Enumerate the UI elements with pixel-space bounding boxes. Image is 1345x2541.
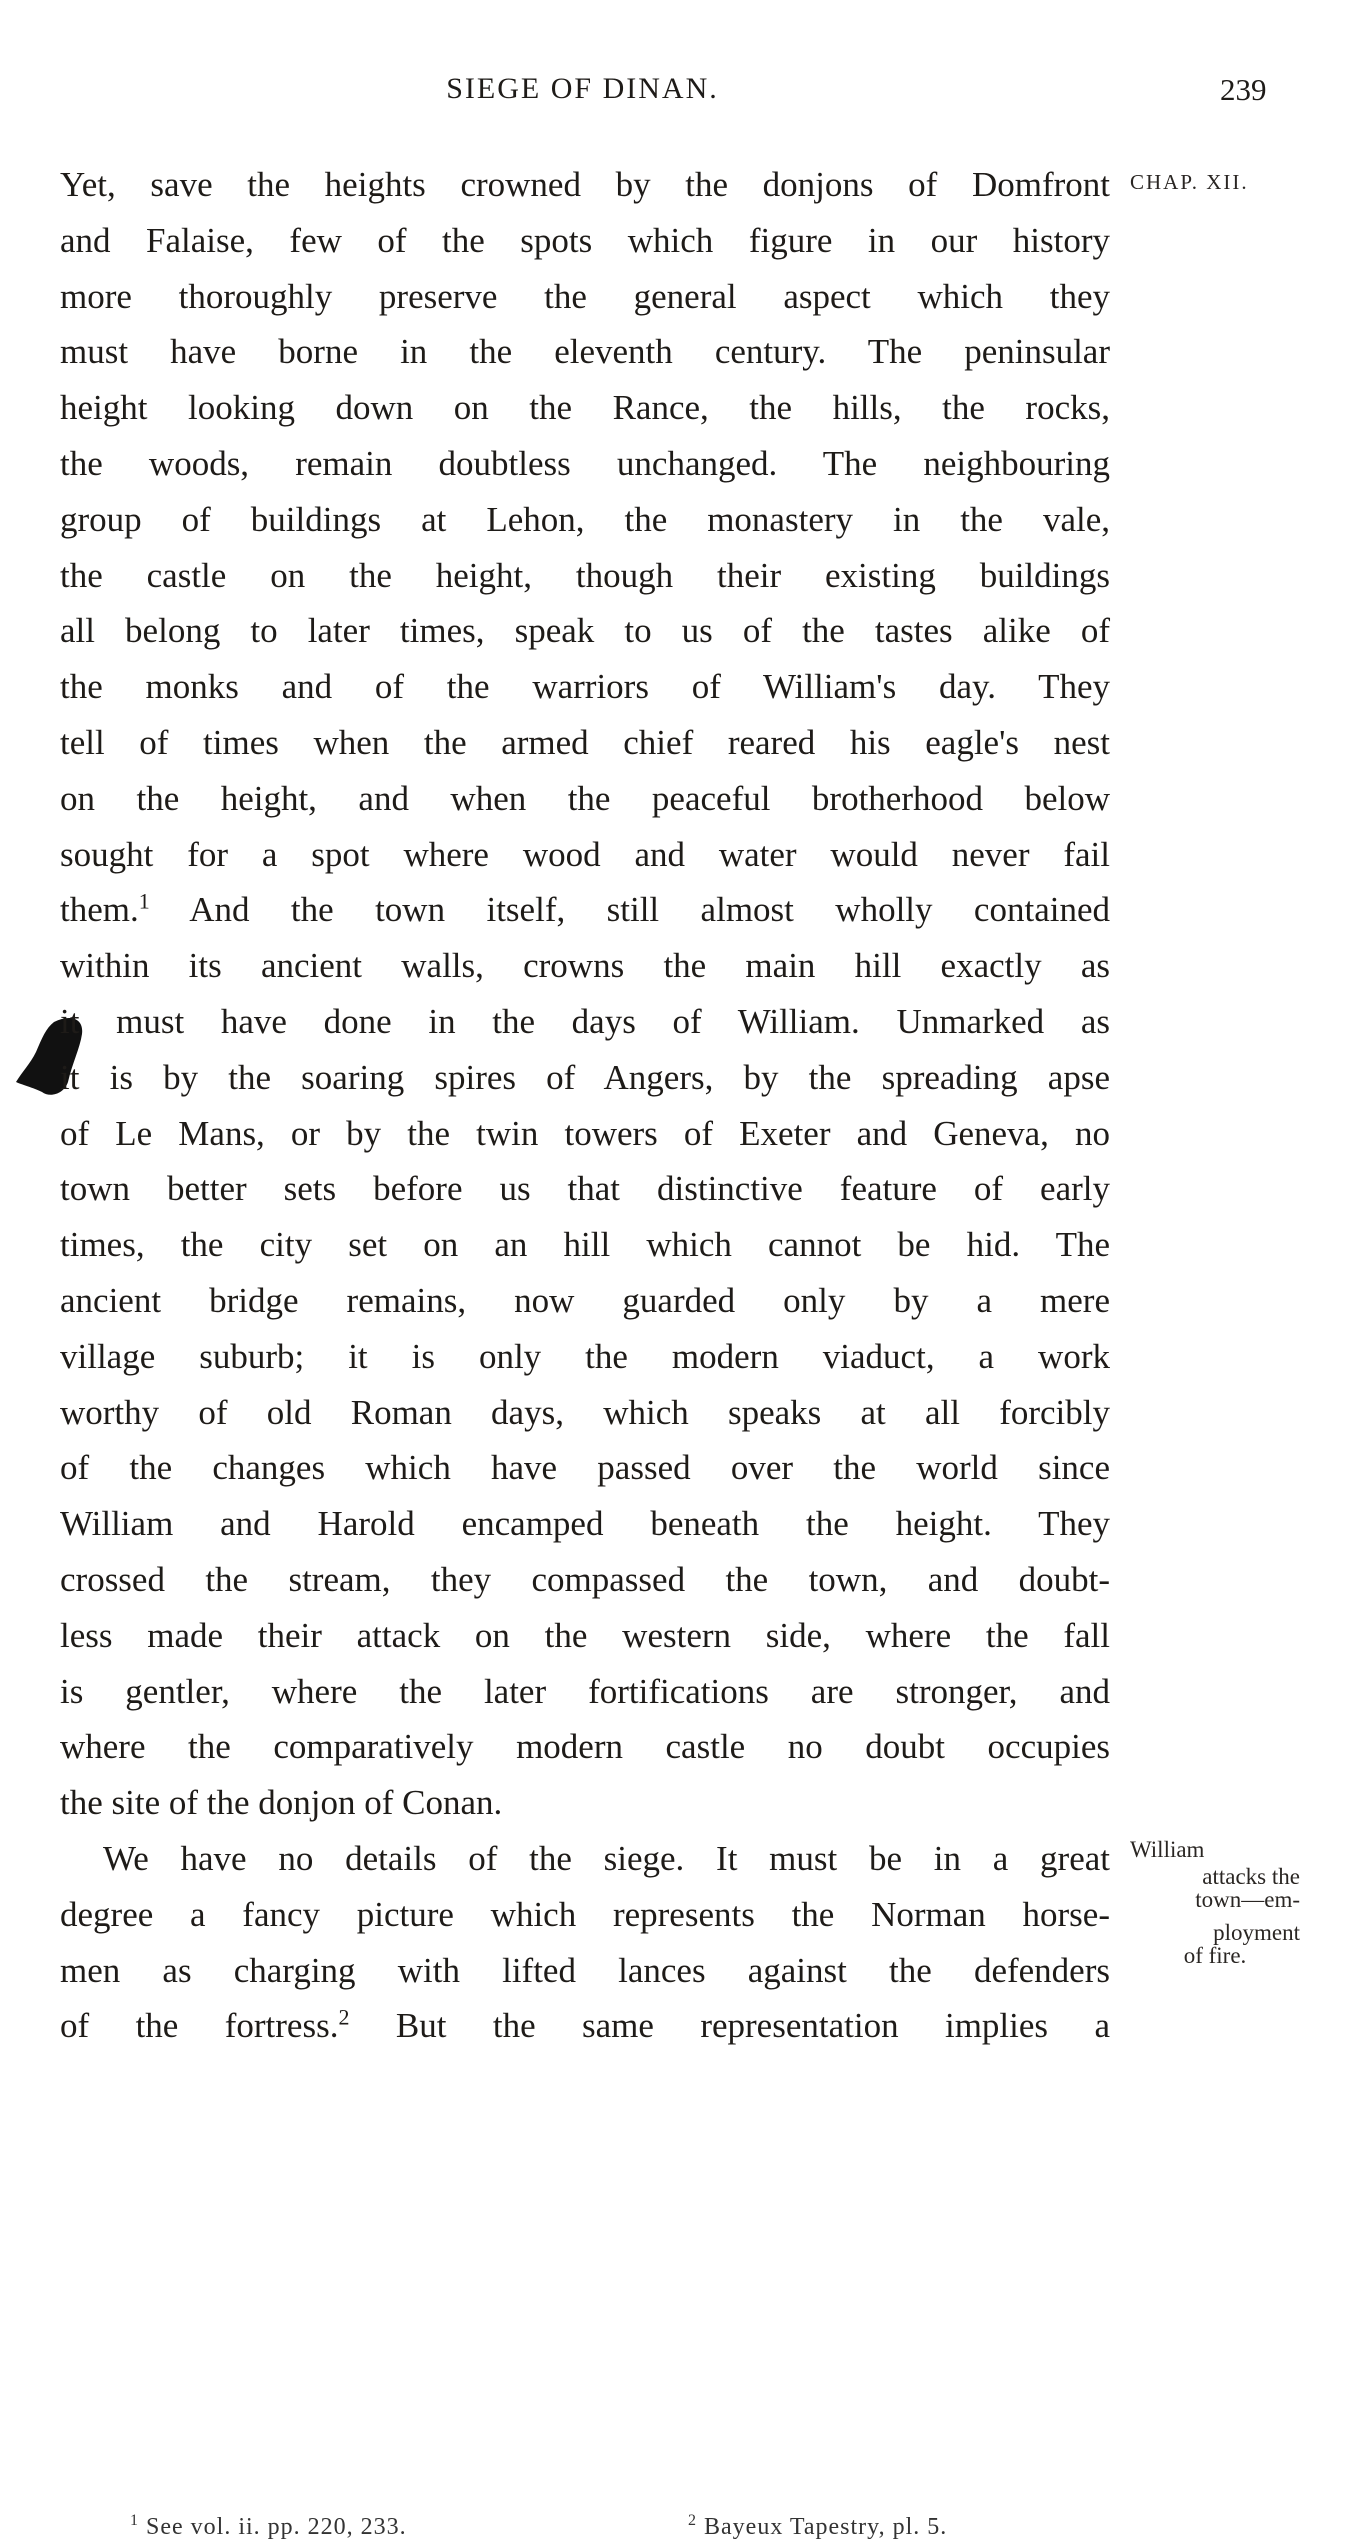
text-line-with-footnote xyxy=(60,882,1110,938)
text-fragment: But the same representation implies a xyxy=(349,2006,1110,2046)
text-line: where the comparatively modern castle no doubt occupies xyxy=(60,1727,1110,1767)
text-line: the castle on the height, though their existing buildings xyxy=(60,555,1110,595)
text-line: must have borne in the eleventh century. The peninsular xyxy=(60,332,1110,372)
text-line: times, the city set on an hill which cannot be hid. The xyxy=(60,1225,1110,1265)
footnote-ref: 1 xyxy=(138,888,150,914)
text-line: ancient bridge remains, now guarded only by a mere xyxy=(60,1280,1110,1320)
text-line: group of buildings at Lehon, the monastery in the vale, xyxy=(60,499,1110,539)
text-line: the woods, remain doubtless unchanged. The neighbouring xyxy=(60,443,1110,483)
text-fragment: And the town itself, still almost wholly contained xyxy=(149,890,1110,930)
text-line: the site of the donjon of Conan. xyxy=(60,1783,503,1823)
side-note xyxy=(1130,1838,1300,1967)
text-line: We have no details of the siege. It must be in a great xyxy=(103,1838,1110,1878)
text-line: worthy of old Roman days, which speaks at all forcibly xyxy=(60,1392,1110,1432)
text-line: height looking down on the Rance, the hills, the rocks, xyxy=(60,388,1110,428)
text-line: within its ancient walls, crowns the main hill exactly as xyxy=(60,946,1110,986)
chapter-margin-note: CHAP. XII. xyxy=(1130,170,1249,194)
text-line: the monks and of the warriors of William's day. They xyxy=(60,667,1110,707)
text-line: on the height, and when the peaceful brotherhood below xyxy=(60,778,1110,818)
body-text xyxy=(60,157,1110,2054)
side-note-line: ployment xyxy=(1213,1920,1300,1945)
text-line: is gentler, where the later fortifications are stronger, and xyxy=(60,1671,1110,1711)
text-line-with-footnote xyxy=(60,1998,1110,2054)
text-line: sought for a spot where wood and water would never fail xyxy=(60,834,1110,874)
text-line: degree a fancy picture which represents the Norman horse- xyxy=(60,1894,1110,1934)
text-line: of the changes which have passed over the world since xyxy=(60,1448,1110,1488)
text-line: town better sets before us that distinctive feature of early xyxy=(60,1169,1110,1209)
text-line: Yet, save the heights crowned by the donjons of Domfront xyxy=(60,165,1110,204)
text-line: tell of times when the armed chief reared his eagle's nest xyxy=(60,722,1110,762)
text-line: it must have done in the days of William. Unmarked as xyxy=(60,1001,1110,1041)
footnote xyxy=(130,2514,407,2541)
footnote-text: Bayeux Tapestry, pl. 5. xyxy=(704,2514,948,2540)
side-note-line: William xyxy=(1130,1837,1205,1862)
running-head-title: SIEGE OF DINAN. xyxy=(446,72,719,105)
footnote-mark: 2 xyxy=(688,2512,697,2529)
text-line: crossed the stream, they compassed the town, and doubt- xyxy=(60,1559,1110,1599)
text-line: of Le Mans, or by the twin towers of Exeter and Geneva, no xyxy=(60,1113,1110,1153)
text-line: it is by the soaring spires of Angers, by the spreading apse xyxy=(60,1057,1110,1097)
text-line: more thoroughly preserve the general aspect which they xyxy=(60,276,1110,316)
text-line: all belong to later times, speak to us of the tastes alike of xyxy=(60,611,1110,651)
footnote-ref: 2 xyxy=(338,2004,350,2030)
side-note-line: of fire. xyxy=(1183,1943,1247,1968)
footnote xyxy=(688,2514,947,2541)
text-line: village suburb; it is only the modern viaduct, a work xyxy=(60,1336,1110,1376)
text-fragment: them. xyxy=(60,890,139,930)
text-line: William and Harold encamped beneath the height. They xyxy=(60,1504,1110,1544)
running-head xyxy=(0,72,1345,112)
side-note-line: town—em- xyxy=(1195,1887,1300,1912)
page-number: 239 xyxy=(1220,72,1267,107)
footnote-mark: 1 xyxy=(130,2512,139,2529)
text-line: and Falaise, few of the spots which figure in our history xyxy=(60,220,1110,260)
text-line: less made their attack on the western side, where the fall xyxy=(60,1615,1110,1655)
footnote-text: See vol. ii. pp. 220, 233. xyxy=(146,2514,407,2540)
text-fragment: of the fortress. xyxy=(60,2006,339,2046)
side-note-line: attacks the xyxy=(1202,1864,1300,1889)
text-line: men as charging with lifted lances against the defenders xyxy=(60,1950,1110,1990)
